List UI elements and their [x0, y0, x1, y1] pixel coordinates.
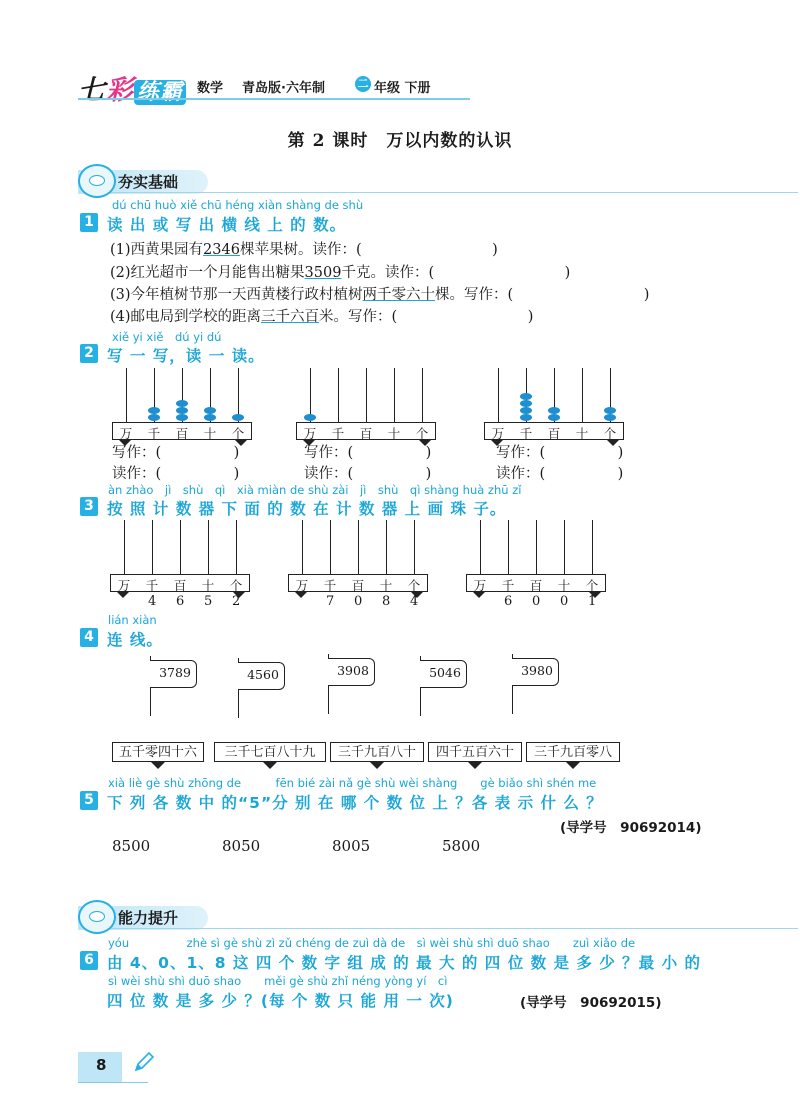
place-label: 个 [229, 578, 243, 593]
place-label: 万 [303, 426, 317, 441]
q2-prompt: 写 一 写，读 一 读。 [107, 347, 265, 365]
word-card-pointer [151, 762, 165, 769]
abacus-digit: 5 [204, 594, 213, 609]
q2-pinyin: xiě yi xiě dú yi dú [112, 330, 222, 344]
abacus-digit: 6 [504, 594, 513, 609]
read-answer: 读作：( ) [496, 466, 624, 482]
abacus-rod [422, 368, 423, 422]
abacus-digit: 0 [354, 594, 363, 609]
question-number: 6 [80, 951, 98, 970]
abacus-rod [358, 520, 359, 574]
abacus-bead [204, 407, 216, 414]
section-title: 能力提升 [118, 909, 179, 927]
abacus-digit: 2 [232, 594, 241, 609]
brand-logo: 七彩 练霸 [78, 68, 186, 107]
abacus-rod [366, 368, 367, 422]
write-answer: 写作：( ) [496, 445, 624, 461]
q6-pinyin-2: sì wèi shù shì duō shao měi gè shù zhǐ néng yòng yí cì [108, 974, 448, 988]
place-label: 百 [529, 578, 543, 593]
abacus-digit: 0 [532, 594, 541, 609]
abacus-digit: 0 [560, 594, 569, 609]
abacus-bead [520, 414, 532, 421]
place-label: 个 [585, 578, 599, 593]
q1-item-4: (4)邮电局到学校的距离三千六百米。写作：( ) [110, 309, 534, 325]
q1-item-1: (1)西黄果园有2346棵苹果树。读作：( ) [110, 242, 498, 258]
place-label: 千 [147, 426, 161, 441]
abacus-rod [582, 368, 583, 422]
q3-prompt: 按 照 计 数 器 下 面 的 数 在 计 数 器 上 画 珠 子。 [107, 500, 507, 518]
abacus [288, 520, 428, 594]
guide-number: (导学号 90692015) [520, 995, 662, 1011]
flag-number: 3908 [337, 663, 369, 678]
place-label: 个 [231, 426, 245, 441]
place-label: 十 [203, 426, 217, 441]
question-number: 2 [80, 344, 98, 363]
q3-pinyin: àn zhào jì shù qì xià miàn de shù zài jì shù qì shàng huà zhū zǐ [108, 483, 522, 497]
read-answer: 读作：( ) [304, 466, 432, 482]
lesson-title: 第 2 课时 万以内数的认识 [287, 131, 513, 151]
place-label: 万 [473, 578, 487, 593]
abacus-bead [176, 407, 188, 414]
place-label: 百 [547, 426, 561, 441]
word-card-pointer [468, 762, 482, 769]
number-item: 8500 [112, 837, 151, 855]
abacus-bead [304, 414, 316, 421]
abacus-rod [330, 520, 331, 574]
abacus-digit: 1 [588, 594, 597, 609]
abacus-rod [564, 520, 565, 574]
abacus-rod [338, 368, 339, 422]
section-banner-basics [78, 168, 798, 194]
abacus-rod [498, 368, 499, 422]
word-card: 三千九百八十 [330, 742, 424, 762]
abacus-bead [604, 414, 616, 421]
flag-number: 3789 [159, 665, 191, 680]
place-label: 万 [117, 578, 131, 593]
question-number: 1 [80, 213, 98, 232]
place-label: 十 [379, 578, 393, 593]
mascot-icon [78, 164, 116, 198]
q1-prompt: 读 出 或 写 出 横 线 上 的 数。 [107, 216, 347, 234]
abacus-rod [536, 520, 537, 574]
question-number: 5 [80, 791, 98, 810]
q4-pinyin: lián xiàn [108, 613, 157, 627]
place-label: 千 [323, 578, 337, 593]
place-label: 百 [351, 578, 365, 593]
read-answer: 读作：( ) [112, 466, 240, 482]
number-item: 5800 [442, 837, 481, 855]
abacus-bead [176, 400, 188, 407]
abacus-rod [126, 368, 127, 422]
place-label: 千 [145, 578, 159, 593]
word-card-pointer [263, 762, 277, 769]
place-label: 个 [603, 426, 617, 441]
number-flag [328, 654, 378, 714]
word-card: 三千七百八十九 [214, 742, 326, 762]
mascot-icon [78, 900, 116, 934]
abacus-bead [520, 393, 532, 400]
word-card: 四千五百六十 [428, 742, 522, 762]
place-label: 万 [119, 426, 133, 441]
q1-item-2: (2)红光超市一个月能售出糖果3509千克。读作：( ) [110, 265, 571, 281]
question-number: 3 [80, 497, 98, 516]
abacus-digit: 4 [148, 594, 157, 609]
abacus-rod [236, 520, 237, 574]
abacus-bead [520, 407, 532, 414]
section-banner-advance [78, 904, 798, 930]
place-label: 万 [491, 426, 505, 441]
word-card-pointer [566, 762, 580, 769]
q6-prompt-line2: 四 位 数 是 多 少 ？(每 个 数 只 能 用 一 次) [107, 992, 454, 1010]
number-flag [238, 658, 288, 718]
abacus-bead [548, 407, 560, 414]
abacus-digit: 4 [410, 594, 419, 609]
place-label: 十 [557, 578, 571, 593]
write-answer: 写作：( ) [304, 445, 432, 461]
section-title: 夯实基础 [118, 173, 179, 191]
place-label: 个 [407, 578, 421, 593]
abacus-rod [302, 520, 303, 574]
abacus-rod [508, 520, 509, 574]
abacus-bead [232, 414, 244, 421]
place-label: 千 [331, 426, 345, 441]
place-label: 十 [387, 426, 401, 441]
abacus [296, 368, 436, 442]
word-card-pointer [370, 762, 384, 769]
q4-prompt: 连 线。 [107, 631, 163, 649]
place-label: 万 [295, 578, 309, 593]
question-number: 4 [80, 628, 98, 647]
abacus-digit: 7 [326, 594, 335, 609]
word-card: 五千零四十六 [112, 742, 204, 762]
abacus [112, 368, 252, 442]
abacus-rod [152, 520, 153, 574]
abacus-bead [176, 414, 188, 421]
abacus-rod [592, 520, 593, 574]
grade-ball-icon: 二 [355, 76, 371, 92]
write-answer: 写作：( ) [112, 445, 240, 461]
abacus-bead [548, 414, 560, 421]
abacus-bead [204, 414, 216, 421]
abacus-rod [414, 520, 415, 574]
abacus [110, 520, 250, 594]
q5-pinyin: xià liè gè shù zhōng de fēn bié zài nǎ gè shù wèi shàng gè biǎo shì shén me [108, 776, 597, 790]
page-number: 8 [96, 1056, 107, 1074]
flag-number: 4560 [247, 667, 279, 682]
abacus-rod [480, 520, 481, 574]
pencil-icon [132, 1050, 156, 1074]
abacus-rod [386, 520, 387, 574]
abacus [466, 520, 606, 594]
abacus-bead [148, 414, 160, 421]
header-grade: 年级 下册 [374, 81, 431, 96]
number-flag [150, 656, 200, 716]
abacus-rod [208, 520, 209, 574]
guide-number: (导学号 90692014) [560, 820, 702, 836]
abacus-rod [180, 520, 181, 574]
place-label: 百 [173, 578, 187, 593]
number-item: 8050 [222, 837, 261, 855]
header-divider [78, 98, 470, 100]
abacus-digit: 8 [382, 594, 391, 609]
place-label: 百 [359, 426, 373, 441]
q1-pinyin: dú chū huò xiě chū héng xiàn shàng de shù [112, 198, 364, 212]
place-label: 个 [415, 426, 429, 441]
abacus-bead [520, 400, 532, 407]
header-edition: 青岛版·六年制 [242, 81, 325, 96]
number-flag [420, 656, 470, 716]
place-label: 十 [575, 426, 589, 441]
q1-item-3: (3)今年植树节那一天西黄楼行政村植树两千零六十棵。写作：( ) [110, 287, 650, 303]
abacus-bead [148, 407, 160, 414]
place-label: 十 [201, 578, 215, 593]
abacus-rod [124, 520, 125, 574]
abacus-rod [394, 368, 395, 422]
place-label: 百 [175, 426, 189, 441]
q6-prompt-line1: 由 4、0、1、8 这 四 个 数 字 组 成 的 最 大 的 四 位 数 是 多 少 ？最 小 的 [107, 954, 701, 972]
number-flag [512, 654, 562, 714]
header-subject: 数学 [197, 81, 224, 96]
abacus [484, 368, 624, 442]
q5-prompt: 下 列 各 数 中 的“5”分 别 在 哪 个 数 位 上 ？各 表 示 什 么 ？ [107, 794, 603, 812]
abacus-bead [604, 407, 616, 414]
place-label: 千 [501, 578, 515, 593]
flag-number: 3980 [521, 663, 553, 678]
place-label: 千 [519, 426, 533, 441]
flag-number: 5046 [429, 665, 461, 680]
q6-pinyin: yóu zhè sì gè shù zì zǔ chéng de zuì dà de sì wèi shù shì duō shao zuì xiǎo de [108, 936, 636, 950]
abacus-digit: 6 [176, 594, 185, 609]
number-item: 8005 [332, 837, 371, 855]
footer-divider [78, 1082, 148, 1083]
word-card: 三千九百零八 [526, 742, 620, 762]
